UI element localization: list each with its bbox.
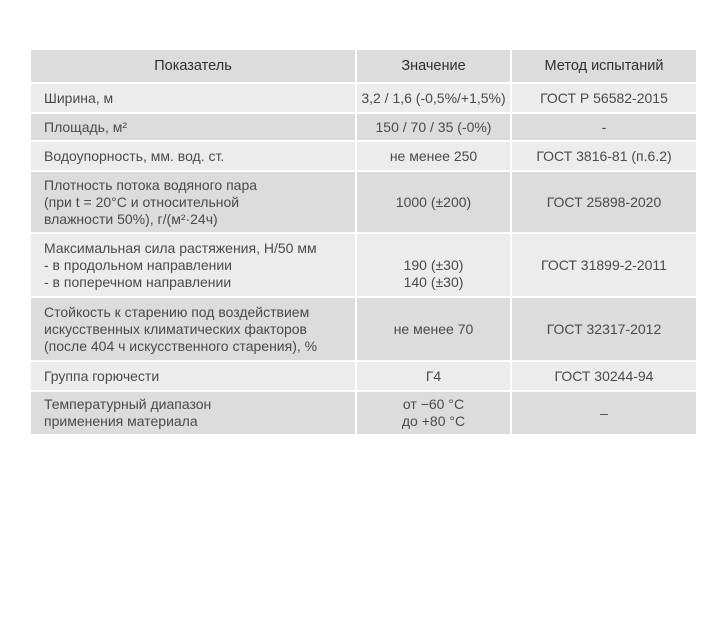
parameter-text: Температурный диапазон: [44, 396, 212, 412]
table-row: [31, 142, 696, 172]
header-test-method: Метод испытаний: [512, 50, 696, 84]
table-row: [31, 362, 696, 392]
table-row: [31, 114, 696, 142]
parameter-text: - в поперечном направлении: [44, 273, 232, 290]
table-body: [31, 84, 696, 436]
parameter-cell: [31, 114, 357, 142]
method-cell: –: [512, 392, 696, 436]
value-cell: [357, 114, 512, 142]
method-cell: ГОСТ Р 56582-2015: [512, 84, 696, 114]
parameter-text: Водоупорность, мм. вод. ст.: [44, 147, 225, 164]
value-cell: [357, 234, 512, 298]
parameter-text: влажности 50%), г/(м²·24ч): [44, 210, 218, 227]
method-cell: ГОСТ 30244-94: [512, 362, 696, 392]
table-row: [31, 234, 696, 298]
value-text: 3,2 / 1,6 (-0,5%/+1,5%): [361, 89, 506, 106]
parameter-cell: [31, 392, 357, 436]
value-text: от −60 °C: [402, 396, 465, 412]
header-row: [31, 50, 696, 84]
table-row: [31, 392, 696, 436]
parameter-cell: [31, 84, 357, 114]
specifications-table: [31, 50, 696, 436]
value-cell: [357, 392, 512, 436]
header-value: Значение: [357, 50, 512, 84]
value-cell: [357, 142, 512, 172]
parameter-text: Группа горючести: [44, 367, 160, 384]
parameter-text: - в продольном направлении: [44, 256, 232, 273]
header-parameter: Показатель: [31, 50, 357, 84]
value-text: 1000 (±200): [395, 193, 472, 210]
value-text: до +80 °C: [401, 413, 466, 429]
value-cell: [357, 298, 512, 362]
method-cell: ГОСТ 25898-2020: [512, 172, 696, 234]
value-text: 190 (±30): [403, 256, 464, 273]
table-row: [31, 298, 696, 362]
value-text: 150 / 70 / 35 (-0%): [375, 118, 492, 135]
value-text: не менее 250: [389, 147, 478, 164]
parameter-cell: [31, 362, 357, 392]
value-text: 140 (±30): [403, 273, 464, 290]
value-cell: [357, 172, 512, 234]
parameter-cell: [31, 234, 357, 298]
parameter-cell: [31, 172, 357, 234]
parameter-text: Стойкость к старению под воздействием: [44, 303, 310, 320]
parameter-text: (после 404 ч искусственного старения), %: [44, 337, 318, 354]
parameter-text: Ширина, м: [44, 89, 114, 106]
method-cell: ГОСТ 32317-2012: [512, 298, 696, 362]
parameter-text: применения материала: [44, 413, 198, 429]
method-cell: ГОСТ 3816-81 (п.6.2): [512, 142, 696, 172]
parameter-cell: [31, 142, 357, 172]
method-cell: -: [512, 114, 696, 142]
parameter-text: Площадь, м²: [44, 118, 128, 135]
value-text: Г4: [425, 367, 442, 384]
method-cell: ГОСТ 31899-2-2011: [512, 234, 696, 298]
parameter-text: искусственных климатических факторов: [44, 320, 307, 337]
value-text: не менее 70: [393, 320, 474, 337]
parameter-text: Максимальная сила растяжения, Н/50 мм: [44, 239, 317, 256]
table-row: [31, 84, 696, 114]
table-row: [31, 172, 696, 234]
parameter-cell: [31, 298, 357, 362]
table-header: [31, 50, 696, 84]
value-cell: [357, 362, 512, 392]
value-cell: [357, 84, 512, 114]
parameter-text: Плотность потока водяного пара: [44, 176, 258, 193]
parameter-text: (при t = 20°C и относительной: [44, 193, 240, 210]
